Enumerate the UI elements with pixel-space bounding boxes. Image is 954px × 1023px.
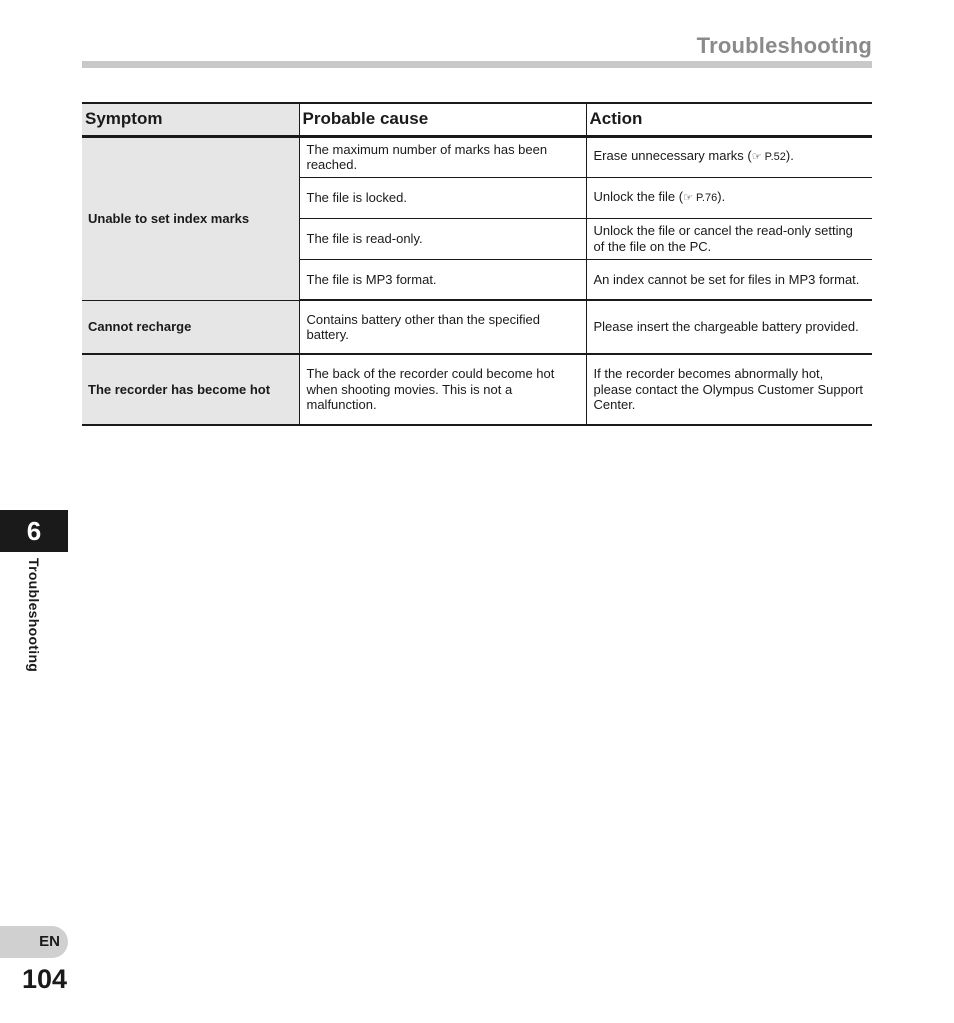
page-number: 104: [22, 964, 68, 994]
table-row: [82, 300, 872, 354]
cause-cell: The maximum number of marks has been reached.: [299, 136, 586, 177]
action-cell: If the recorder becomes abnormally hot, please contact the Olympus Customer Support Center.: [586, 354, 872, 425]
cause-cell: The file is MP3 format.: [299, 259, 586, 300]
cause-cell: The back of the recorder could become hot when shooting movies. This is not a malfunction.: [299, 354, 586, 425]
action-text: Unlock the file (: [593, 188, 684, 204]
symptom-cell: Unable to set index marks: [82, 136, 299, 300]
chapter-tab: 6: [0, 510, 68, 552]
title-rule: [82, 61, 872, 68]
action-cell: An index cannot be set for files in MP3 format.: [586, 259, 872, 300]
action-cell: Unlock the file or cancel the read-only setting of the file on the PC.: [586, 218, 872, 259]
table-row: [82, 136, 872, 177]
table-header-row: [82, 103, 872, 136]
troubleshooting-table: [82, 102, 872, 426]
column-header-cause: Probable cause: [299, 103, 586, 136]
symptom-cell: Cannot recharge: [82, 300, 299, 354]
action-text-end: ).: [785, 148, 794, 164]
table-row: [82, 354, 872, 425]
symptom-cell: The recorder has become hot: [82, 354, 299, 425]
action-text-end: ).: [717, 188, 726, 204]
cause-cell: The file is locked.: [299, 177, 586, 218]
action-cell: [586, 136, 872, 177]
action-cell: Please insert the chargeable battery provided.: [586, 300, 872, 354]
cause-cell: Contains battery other than the specified battery.: [299, 300, 586, 354]
cause-cell: The file is read-only.: [299, 218, 586, 259]
column-header-symptom: Symptom: [82, 103, 299, 136]
language-tab: EN: [0, 926, 68, 958]
column-header-action: Action: [586, 103, 872, 136]
action-text: Erase unnecessary marks (: [593, 148, 752, 164]
chapter-side-label: Troubleshooting: [26, 558, 42, 673]
page-reference: ☞ P.52: [751, 151, 786, 164]
page-title: Troubleshooting: [696, 33, 872, 58]
action-cell: [586, 177, 872, 218]
page-reference: ☞ P.76: [683, 191, 718, 204]
